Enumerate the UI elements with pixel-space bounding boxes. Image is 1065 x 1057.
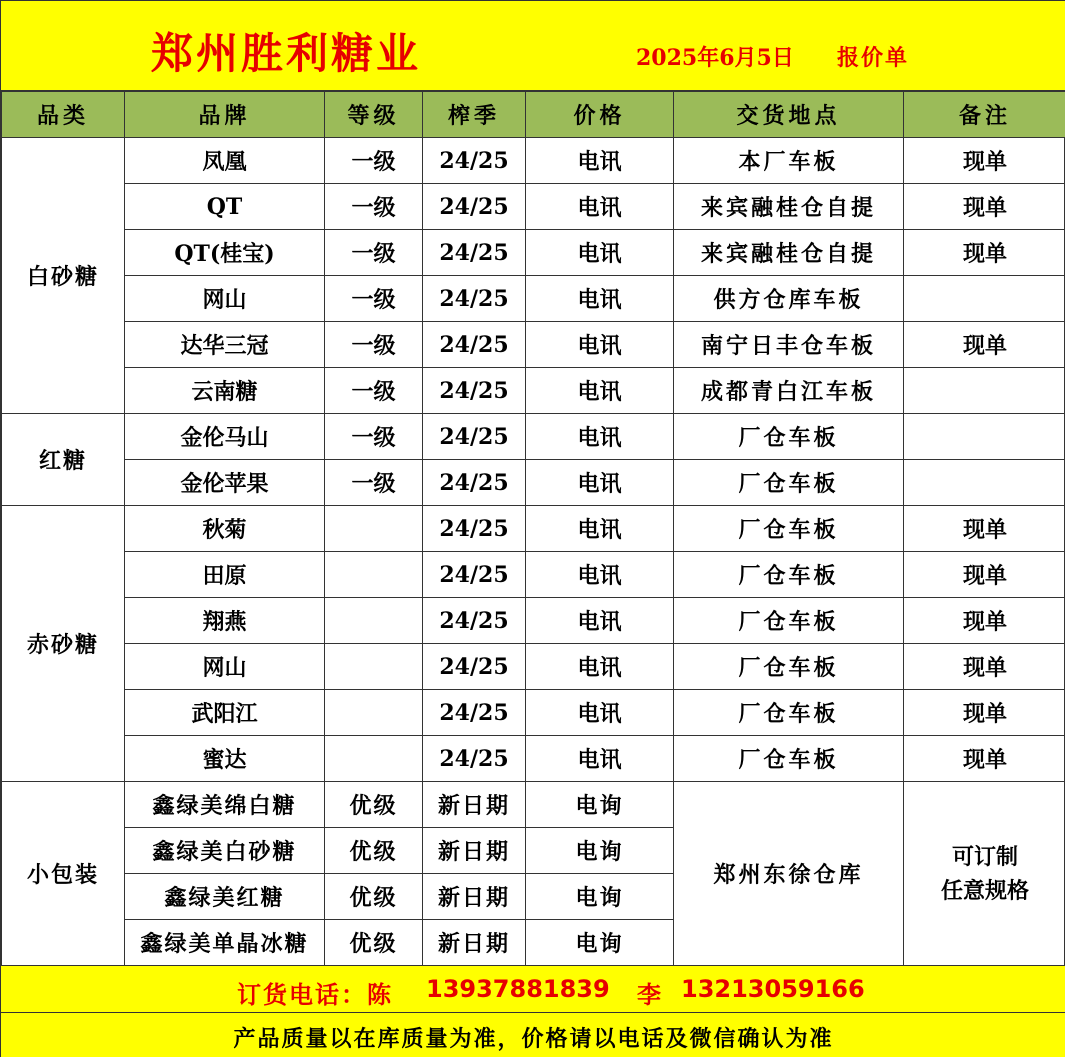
season-cell: 24/25 [423, 598, 526, 644]
price-cell: 电询 [526, 874, 674, 920]
table-row [2, 782, 1065, 828]
brand-cell: 凤凰 [125, 138, 325, 184]
season-cell: 24/25 [423, 736, 526, 782]
category-white-sugar: 白砂糖 [2, 138, 125, 414]
grade-cell: 一级 [325, 322, 423, 368]
season-cell: 24/25 [423, 414, 526, 460]
note-cell: 现单 [904, 506, 1065, 552]
price-cell: 电讯 [526, 460, 674, 506]
note-cell: 现单 [904, 552, 1065, 598]
brand-cell: 蜜达 [125, 736, 325, 782]
grade-cell: 一级 [325, 460, 423, 506]
price-cell: 电讯 [526, 414, 674, 460]
grade-cell [325, 506, 423, 552]
footer-note-bar [1, 1013, 1065, 1057]
brand-cell: 金伦苹果 [125, 460, 325, 506]
any-spec-note: 任意规格 [940, 877, 1029, 904]
location-cell: 供方仓库车板 [674, 276, 904, 322]
contact-name-li: 李 [637, 980, 661, 1009]
note-cell: 现单 [904, 138, 1065, 184]
season-cell: 24/25 [423, 644, 526, 690]
grade-cell: 一级 [325, 276, 423, 322]
grade-cell [325, 598, 423, 644]
table-row [2, 184, 1065, 230]
grade-cell [325, 644, 423, 690]
column-header-note: 备注 [904, 92, 1065, 138]
price-table [1, 91, 1065, 966]
table-row [2, 506, 1065, 552]
note-cell: 现单 [904, 690, 1065, 736]
table-header-row [2, 92, 1065, 138]
document-type: 报价单 [837, 45, 910, 71]
note-cell [904, 460, 1065, 506]
note-cell [904, 414, 1065, 460]
table-row [2, 276, 1065, 322]
location-cell: 本厂车板 [674, 138, 904, 184]
brand-cell: 达华三冠 [125, 322, 325, 368]
grade-cell: 一级 [325, 368, 423, 414]
season-cell: 24/25 [423, 690, 526, 736]
table-row [2, 552, 1065, 598]
note-cell: 现单 [904, 230, 1065, 276]
table-row [2, 736, 1065, 782]
season-cell: 新日期 [423, 920, 526, 966]
season-cell: 24/25 [423, 138, 526, 184]
price-cell: 电讯 [526, 506, 674, 552]
location-cell: 厂仓车板 [674, 644, 904, 690]
season-cell: 24/25 [423, 460, 526, 506]
brand-cell: 田原 [125, 552, 325, 598]
location-cell: 厂仓车板 [674, 552, 904, 598]
price-cell: 电讯 [526, 552, 674, 598]
brand-cell: QT(桂宝) [125, 230, 325, 276]
note-cell-small-pack [904, 782, 1065, 966]
price-cell: 电询 [526, 920, 674, 966]
location-cell: 来宾融桂仓自提 [674, 184, 904, 230]
note-cell: 现单 [904, 736, 1065, 782]
location-cell: 厂仓车板 [674, 690, 904, 736]
table-row [2, 690, 1065, 736]
brand-cell: 秋菊 [125, 506, 325, 552]
brand-cell: 鑫绿美白砂糖 [125, 828, 325, 874]
brand-cell: 鑫绿美单晶冰糖 [125, 920, 325, 966]
contact-bar [1, 965, 1065, 1013]
location-cell-small-pack: 郑州东徐仓库 [674, 782, 904, 966]
column-header-season: 榨季 [423, 92, 526, 138]
grade-cell: 优级 [325, 782, 423, 828]
table-row [2, 138, 1065, 184]
location-cell: 南宁日丰仓车板 [674, 322, 904, 368]
category-small-pack: 小包装 [2, 782, 125, 966]
season-cell: 新日期 [423, 874, 526, 920]
note-cell: 现单 [904, 322, 1065, 368]
title-bar [1, 1, 1065, 91]
table-row [2, 460, 1065, 506]
note-cell: 现单 [904, 644, 1065, 690]
order-phone-label: 订货电话：陈 [237, 980, 393, 1009]
table-row [2, 598, 1065, 644]
note-cell: 现单 [904, 184, 1065, 230]
brand-cell: 武阳江 [125, 690, 325, 736]
category-raw-sugar: 赤砂糖 [2, 506, 125, 782]
column-header-grade: 等级 [325, 92, 423, 138]
location-cell: 厂仓车板 [674, 598, 904, 644]
price-cell: 电询 [526, 828, 674, 874]
price-cell: 电讯 [526, 690, 674, 736]
price-cell: 电讯 [526, 368, 674, 414]
price-cell: 电询 [526, 782, 674, 828]
table-row [2, 368, 1065, 414]
phone-number-li[interactable]: 13213059166 [681, 975, 865, 1003]
footer-note: 产品质量以在库质量为准，价格请以电话及微信确认为准 [233, 1026, 834, 1052]
brand-cell: 翔燕 [125, 598, 325, 644]
location-cell: 厂仓车板 [674, 460, 904, 506]
brand-cell: 云南糖 [125, 368, 325, 414]
brand-cell: QT [125, 184, 325, 230]
table-row [2, 414, 1065, 460]
note-cell [904, 276, 1065, 322]
grade-cell [325, 736, 423, 782]
note-cell [904, 368, 1065, 414]
location-cell: 厂仓车板 [674, 414, 904, 460]
location-cell: 来宾融桂仓自提 [674, 230, 904, 276]
price-cell: 电讯 [526, 598, 674, 644]
custom-order-note: 可订制 [951, 843, 1018, 870]
phone-number-chen[interactable]: 13937881839 [426, 975, 610, 1003]
column-header-location: 交货地点 [674, 92, 904, 138]
table-row [2, 230, 1065, 276]
brand-cell: 鑫绿美红糖 [125, 874, 325, 920]
grade-cell: 一级 [325, 138, 423, 184]
season-cell: 24/25 [423, 552, 526, 598]
price-cell: 电讯 [526, 138, 674, 184]
season-cell: 24/25 [423, 184, 526, 230]
grade-cell: 一级 [325, 230, 423, 276]
brand-cell: 金伦马山 [125, 414, 325, 460]
price-cell: 电讯 [526, 736, 674, 782]
season-cell: 24/25 [423, 506, 526, 552]
table-row [2, 322, 1065, 368]
grade-cell: 优级 [325, 874, 423, 920]
category-brown-sugar: 红糖 [2, 414, 125, 506]
price-cell: 电讯 [526, 322, 674, 368]
price-cell: 电讯 [526, 644, 674, 690]
grade-cell: 一级 [325, 414, 423, 460]
grade-cell: 优级 [325, 828, 423, 874]
brand-cell: 网山 [125, 276, 325, 322]
column-header-brand: 品牌 [125, 92, 325, 138]
brand-cell: 鑫绿美绵白糖 [125, 782, 325, 828]
quote-date: 2025年6月5日 [636, 45, 794, 71]
season-cell: 24/25 [423, 276, 526, 322]
column-header-category: 品类 [2, 92, 125, 138]
price-cell: 电讯 [526, 184, 674, 230]
grade-cell [325, 552, 423, 598]
grade-cell: 一级 [325, 184, 423, 230]
season-cell: 新日期 [423, 782, 526, 828]
note-cell: 现单 [904, 598, 1065, 644]
grade-cell: 优级 [325, 920, 423, 966]
company-name: 郑州胜利糖业 [151, 29, 422, 78]
season-cell: 新日期 [423, 828, 526, 874]
price-cell: 电讯 [526, 276, 674, 322]
grade-cell [325, 690, 423, 736]
location-cell: 成都青白江车板 [674, 368, 904, 414]
column-header-price: 价格 [526, 92, 674, 138]
season-cell: 24/25 [423, 230, 526, 276]
brand-cell: 网山 [125, 644, 325, 690]
location-cell: 厂仓车板 [674, 506, 904, 552]
season-cell: 24/25 [423, 368, 526, 414]
location-cell: 厂仓车板 [674, 736, 904, 782]
table-row [2, 644, 1065, 690]
season-cell: 24/25 [423, 322, 526, 368]
price-cell: 电讯 [526, 230, 674, 276]
